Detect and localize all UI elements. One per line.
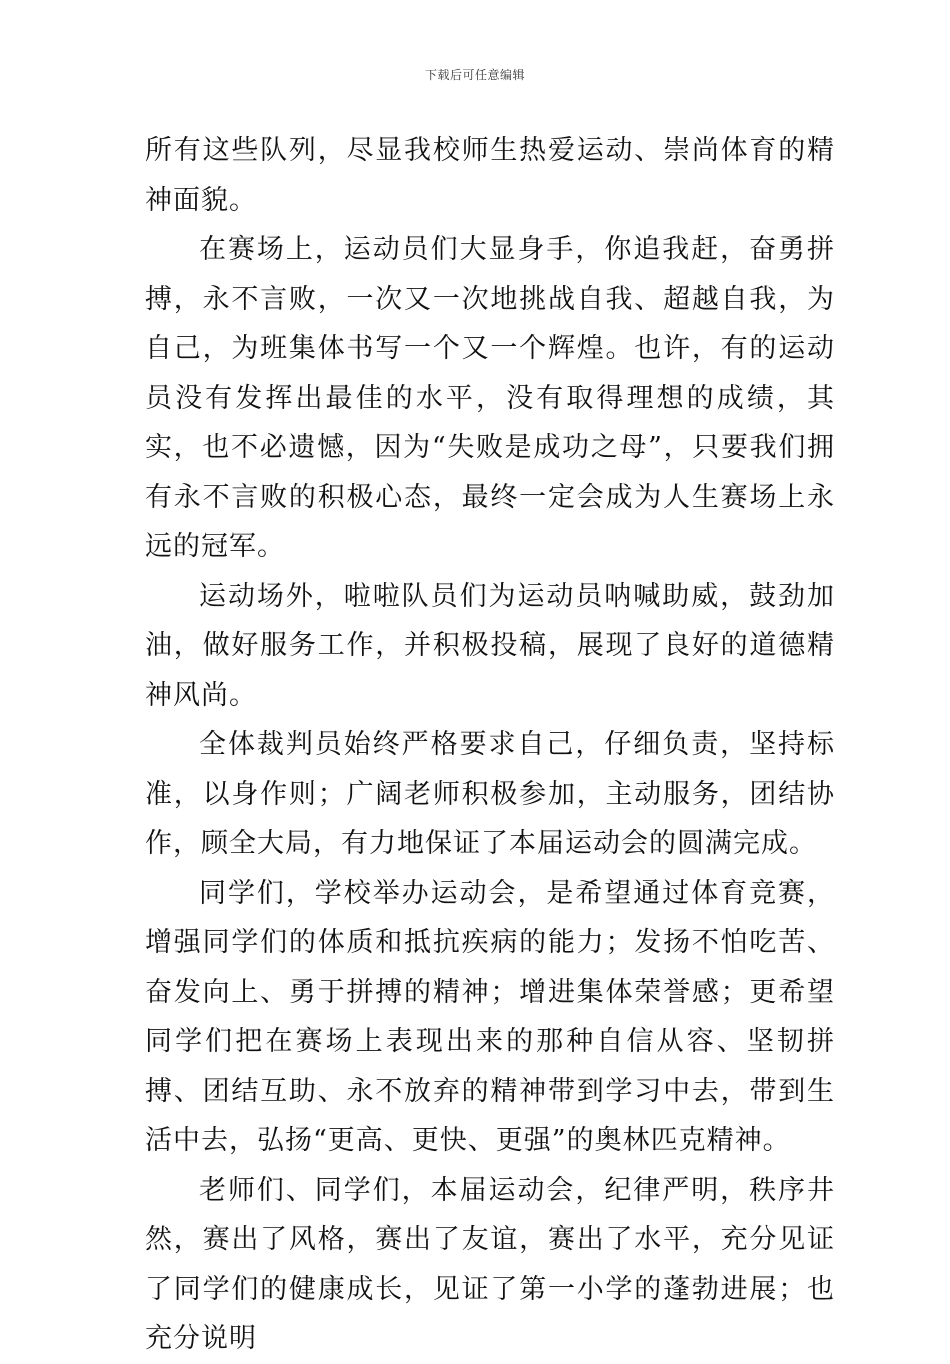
- page-header-note: 下载后可任意编辑: [424, 68, 525, 82]
- paragraph-1: 所有这些队列，尽显我校师生热爱运动、崇尚体育的精神面貌。: [145, 135, 835, 216]
- paragraph-4: 全体裁判员始终严格要求自己，仔细负责，坚持标准，以身作则；广阔老师积极参加，主动服务，团结协作，顾全大局，有力地保证了本届运动会的圆满完成。: [145, 729, 835, 859]
- paragraph-2: 在赛场上，运动员们大显身手，你追我赶，奋勇拼搏，永不言败，一次又一次地挑战自我、超越自我，为自己，为班集体书写一个又一个辉煌。也许，有的运动员没有发挥出最佳的水平，没有取得理想的成绩，其实，也不必遗憾，因为“失败是成功之母”，只要我们拥有永不言败的积极心态，最终一定会成为人生赛场上永远的冠军。: [145, 234, 835, 562]
- paragraph-3: 运动场外，啦啦队员们为运动员呐喊助威，鼓劲加油，做好服务工作，并积极投稿，展现了良好的道德精神风尚。: [145, 580, 835, 711]
- paragraph-6: 老师们、同学们，本届运动会，纪律严明，秩序井然，赛出了风格，赛出了友谊，赛出了水平，充分见证了同学们的健康成长，见证了第一小学的蓬勃进展；也充分说明: [145, 1174, 835, 1354]
- document-body: [145, 126, 835, 1364]
- paragraph-5: 同学们，学校举办运动会，是希望通过体育竞赛，增强同学们的体质和抵抗疾病的能力；发扬不怕吃苦、奋发向上、勇于拼搏的精神；增进集体荣誉感；更希望同学们把在赛场上表现出来的那种自信从容、坚韧拼搏、团结互助、永不放弃的精神带到学习中去，带到生活中去，弘扬“更高、更快、更强”的奥林匹克精神。: [145, 877, 835, 1156]
